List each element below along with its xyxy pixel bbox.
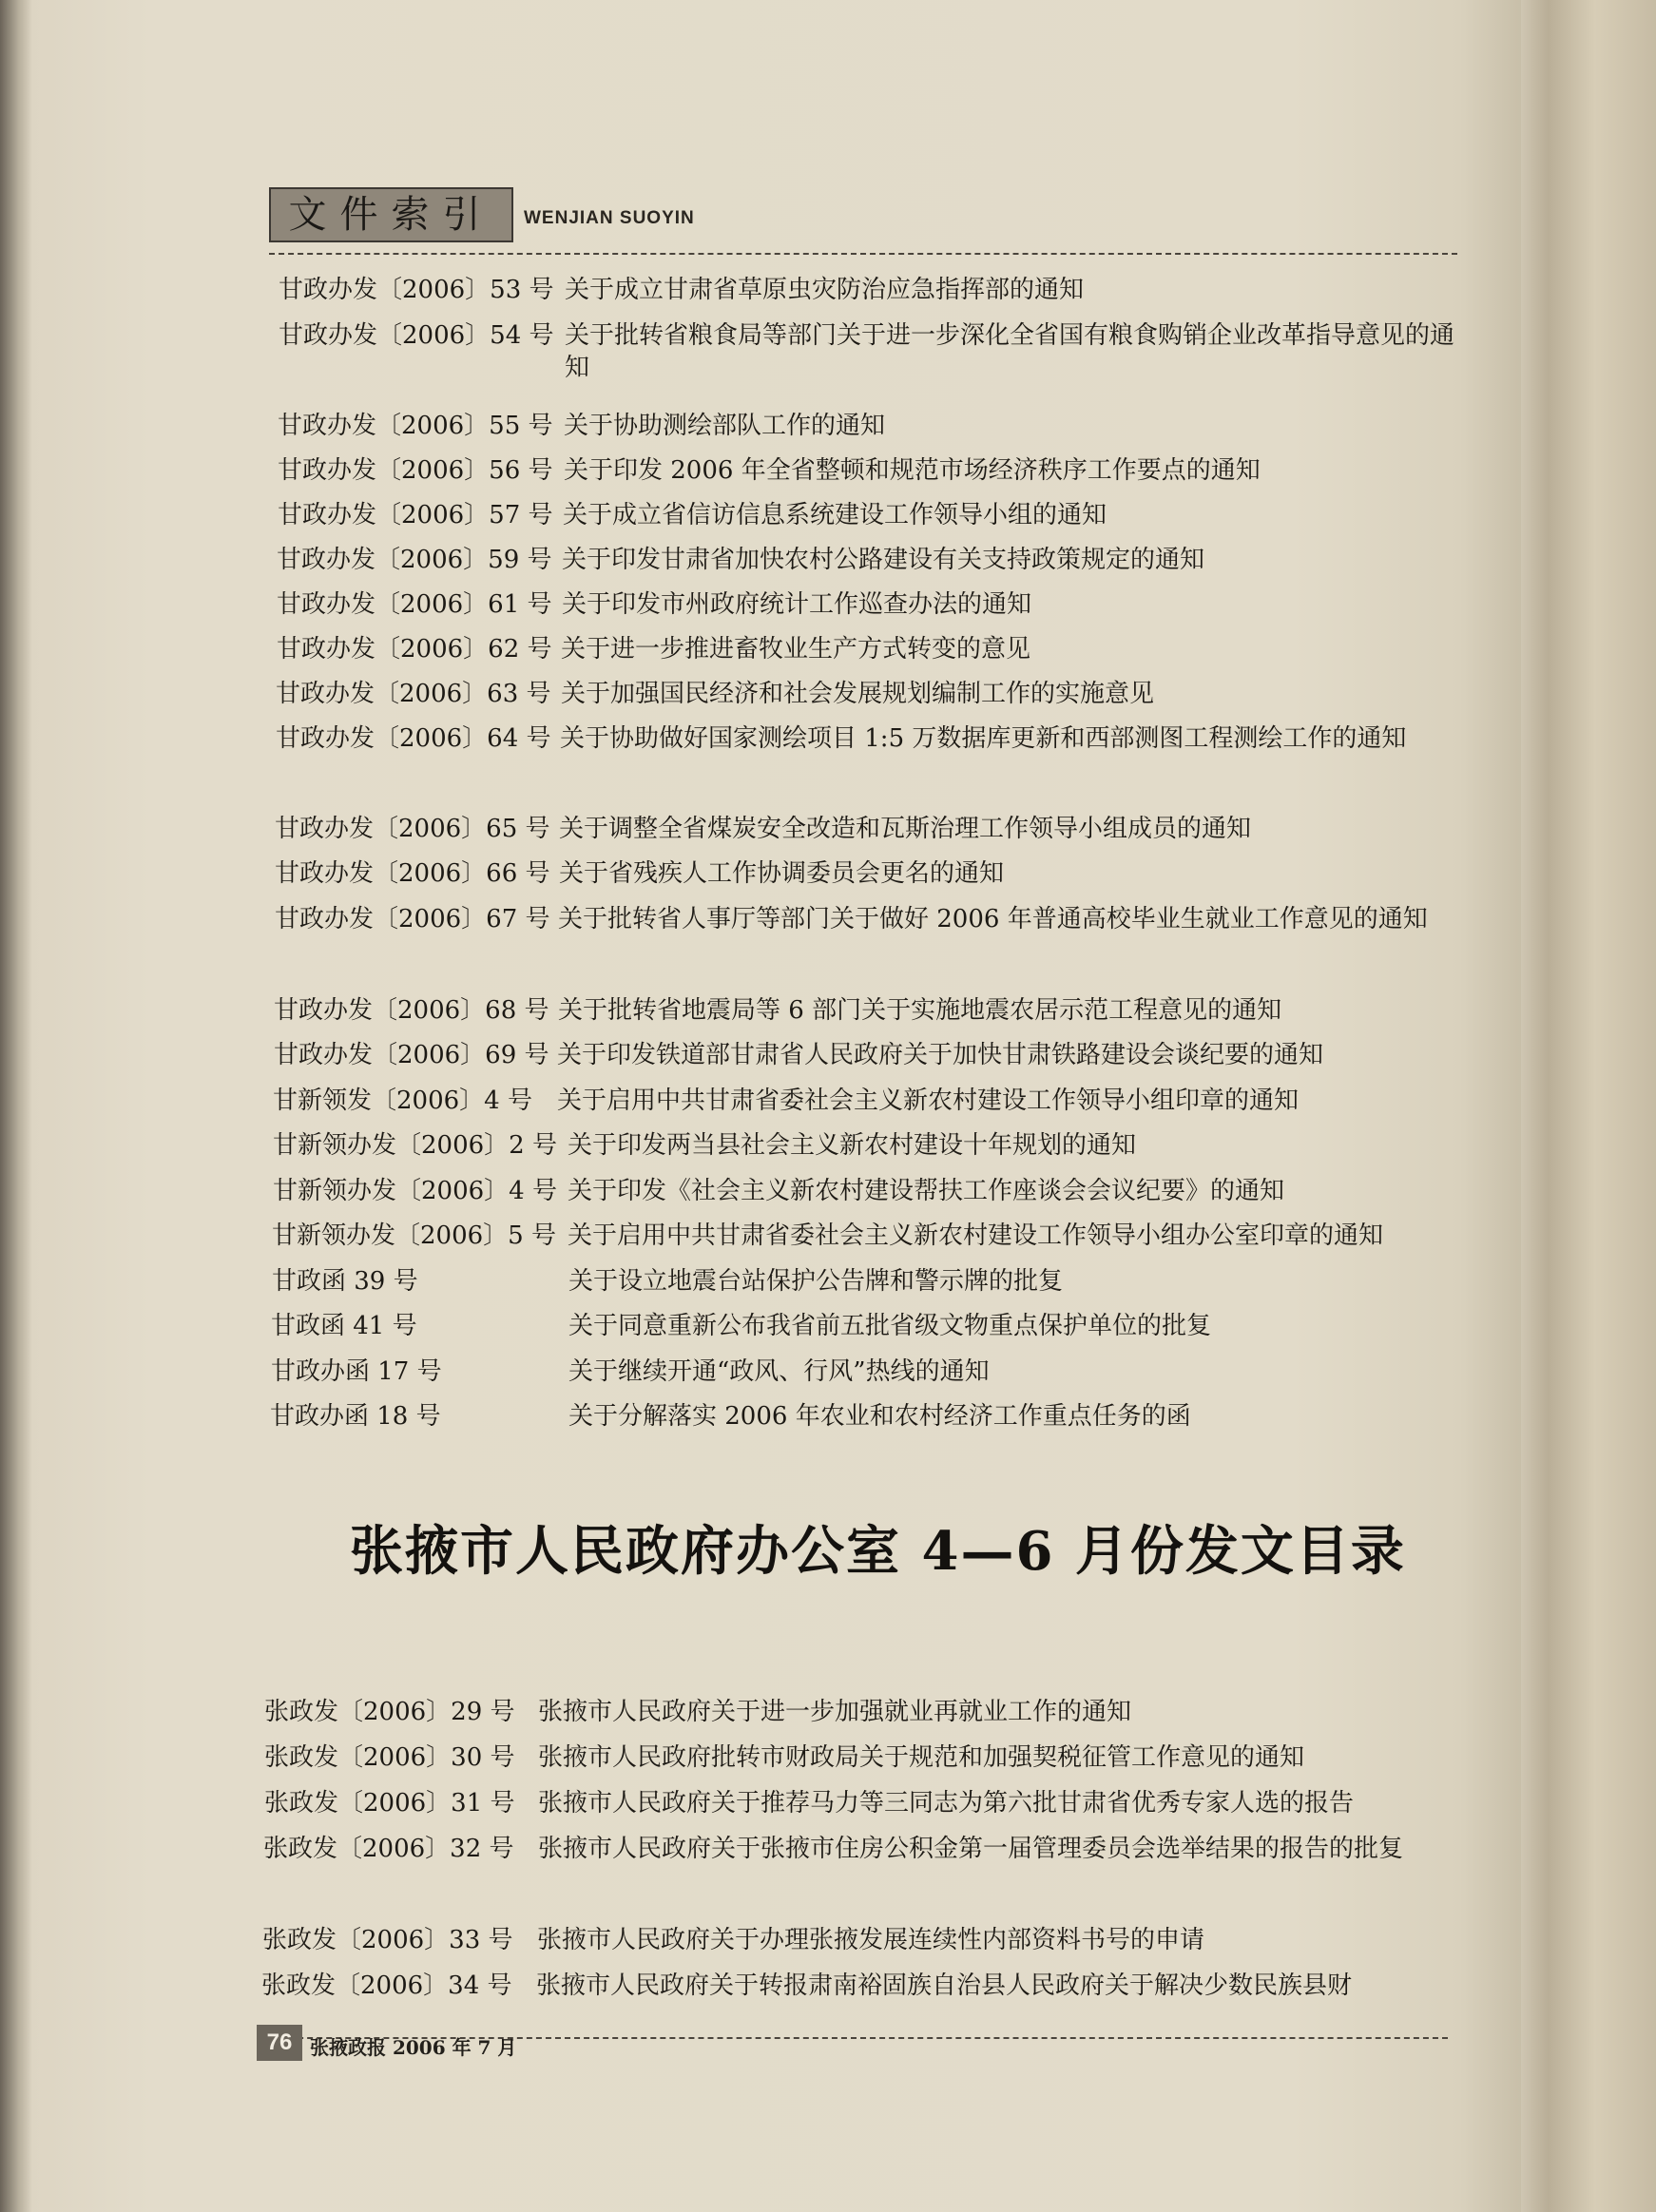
document-title: 关于印发《社会主义新农村建设帮扶工作座谈会会议纪要》的通知 [568, 1177, 1285, 1205]
document-code: 甘新领办发〔2006〕4 号 [273, 1177, 557, 1205]
document-code: 甘政办函 18 号 [270, 1402, 441, 1431]
document-title: 关于启用中共甘肃省委社会主义新农村建设工作领导小组印章的通知 [557, 1087, 1300, 1115]
document-code: 甘政办发〔2006〕61 号 [277, 590, 552, 619]
document-title: 关于印发两当县社会主义新农村建设十年规划的通知 [568, 1131, 1137, 1160]
document-code: 张政发〔2006〕29 号 [264, 1698, 515, 1726]
document-title: 关于成立省信访信息系统建设工作领导小组的通知 [563, 501, 1107, 529]
document-title: 关于协助测绘部队工作的通知 [564, 412, 886, 440]
document-code: 张政发〔2006〕31 号 [264, 1789, 515, 1818]
document-code: 甘政办发〔2006〕69 号 [274, 1041, 549, 1069]
document-code: 甘政办发〔2006〕54 号 [279, 321, 554, 350]
document-code: 甘政办发〔2006〕63 号 [276, 680, 551, 708]
book-binding [1521, 0, 1656, 2212]
document-title: 关于省残疾人工作协调委员会更名的通知 [559, 859, 1005, 888]
document-code: 甘新领办发〔2006〕5 号 [272, 1221, 556, 1250]
document-title: 关于同意重新公布我省前五批省级文物重点保护单位的批复 [568, 1312, 1212, 1340]
section-label: 文件索引 [269, 187, 513, 242]
document-code: 甘政函 41 号 [271, 1312, 417, 1340]
section-title: 张掖市人民政府办公室 4—6 月份发文目录 [350, 1520, 1406, 1583]
document-title: 关于批转省地震局等 6 部门关于实施地震农居示范工程意见的通知 [558, 996, 1282, 1025]
section-header [269, 187, 1457, 242]
document-title: 关于调整全省煤炭安全改造和瓦斯治理工作领导小组成员的通知 [559, 815, 1252, 843]
document-code: 甘政办函 17 号 [271, 1357, 442, 1386]
document-title: 张掖市人民政府关于张掖市住房公积金第一届管理委员会选举结果的报告的批复 [538, 1835, 1404, 1863]
section-roman: WENJIAN SUOYIN [524, 208, 695, 228]
document-title: 关于继续开通“政风、行风”热线的通知 [568, 1357, 990, 1386]
document-code: 甘政办发〔2006〕64 号 [276, 724, 551, 753]
document-code: 甘政办发〔2006〕53 号 [279, 276, 554, 304]
document-code: 甘政办发〔2006〕62 号 [277, 635, 552, 664]
document-title: 张掖市人民政府关于办理张掖发展连续性内部资料书号的申请 [537, 1926, 1205, 1954]
document-code: 甘政办发〔2006〕57 号 [278, 501, 553, 529]
document-code: 张政发〔2006〕34 号 [261, 1972, 512, 2000]
document-title: 关于印发 2006 年全省整顿和规范市场经济秩序工作要点的通知 [564, 456, 1261, 485]
document-title: 关于批转省人事厅等部门关于做好 2006 年普通高校毕业生就业工作意见的通知 [558, 905, 1428, 933]
document-code: 张政发〔2006〕32 号 [263, 1835, 514, 1863]
document-code: 甘新领发〔2006〕4 号 [273, 1087, 532, 1115]
document-title: 关于启用中共甘肃省委社会主义新农村建设工作领导小组办公室印章的通知 [568, 1221, 1384, 1250]
document-title: 张掖市人民政府关于推荐马力等三同志为第六批甘肃省优秀专家人选的报告 [538, 1789, 1355, 1818]
document-code: 甘政函 39 号 [272, 1267, 418, 1296]
document-title: 关于印发甘肃省加快农村公路建设有关支持政策规定的通知 [562, 546, 1205, 574]
document-title: 关于进一步推进畜牧业生产方式转变的意见 [561, 635, 1031, 664]
document-code: 甘政办发〔2006〕68 号 [274, 996, 549, 1025]
document-code: 甘政办发〔2006〕66 号 [275, 859, 550, 888]
document-code: 甘政办发〔2006〕59 号 [277, 546, 552, 574]
publication-line: 张掖政报 2006 年 7 月 [310, 2036, 517, 2059]
document-code: 甘政办发〔2006〕56 号 [278, 456, 553, 485]
document-title: 张掖市人民政府批转市财政局关于规范和加强契税征管工作意见的通知 [538, 1743, 1305, 1772]
document-title: 关于分解落实 2006 年农业和农村经济工作重点任务的函 [568, 1402, 1191, 1431]
document-title: 关于印发铁道部甘肃省人民政府关于加快甘肃铁路建设会谈纪要的通知 [557, 1041, 1324, 1069]
document-title: 关于设立地震台站保护公告牌和警示牌的批复 [568, 1267, 1064, 1296]
page-footer [257, 2025, 637, 2063]
document-title: 张掖市人民政府关于转报肃南裕固族自治县人民政府关于解决少数民族县财 [536, 1972, 1353, 2000]
document-code: 甘新领办发〔2006〕2 号 [273, 1131, 557, 1160]
document-title: 关于成立甘肃省草原虫灾防治应急指挥部的通知 [565, 276, 1085, 304]
document-code: 甘政办发〔2006〕55 号 [278, 412, 553, 440]
document-title: 关于批转省粮食局等部门关于进一步深化全省国有粮食购销企业改革指导意见的通知 [565, 321, 1455, 382]
document-code: 张政发〔2006〕30 号 [264, 1743, 515, 1772]
header-divider [269, 253, 1457, 255]
page-number: 76 [257, 2025, 302, 2061]
document-title: 关于印发市州政府统计工作巡查办法的通知 [562, 590, 1032, 619]
document-title: 关于协助做好国家测绘项目 1:5 万数据库更新和西部测图工程测绘工作的通知 [560, 724, 1407, 753]
document-code: 甘政办发〔2006〕65 号 [275, 815, 550, 843]
document-title: 关于加强国民经济和社会发展规划编制工作的实施意见 [561, 680, 1155, 708]
document-code: 甘政办发〔2006〕67 号 [275, 905, 550, 933]
document-code: 张政发〔2006〕33 号 [262, 1926, 513, 1954]
document-title: 张掖市人民政府关于进一步加强就业再就业工作的通知 [538, 1698, 1132, 1726]
